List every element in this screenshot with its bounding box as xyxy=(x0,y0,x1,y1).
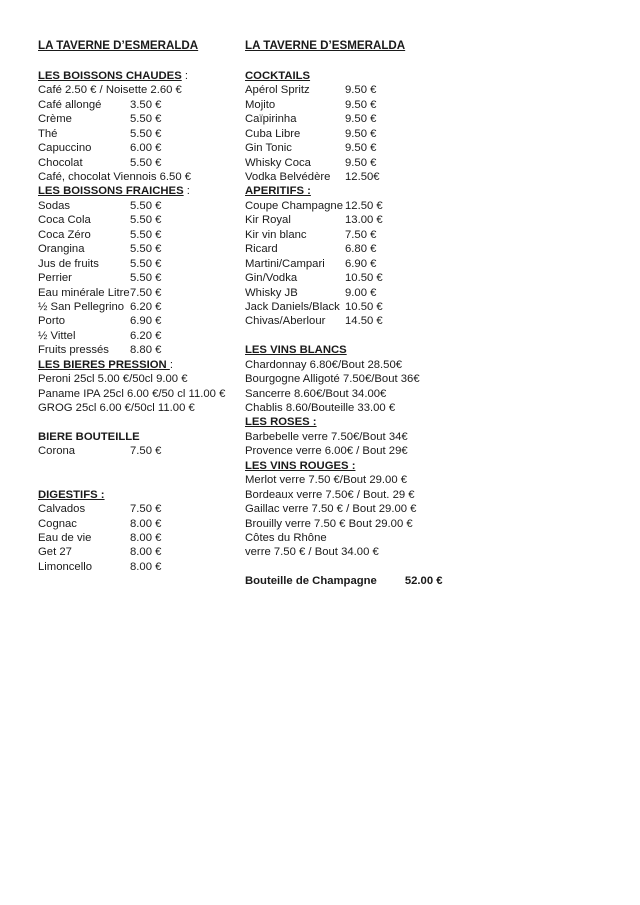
menu-item-price: 5.50 € xyxy=(130,214,162,227)
menu-line: Peroni 25cl 5.00 €/50cl 9.00 € xyxy=(38,373,188,386)
menu-item-name: Mojito xyxy=(245,98,276,111)
menu-item xyxy=(38,444,238,458)
menu-item-price: 12.50 € xyxy=(345,199,383,212)
menu-item xyxy=(38,242,238,256)
menu-item-price: 9.50 € xyxy=(345,113,377,126)
menu-item-name: Kir vin blanc xyxy=(245,228,307,241)
section-heading xyxy=(245,69,465,83)
menu-item-price: 6.00 € xyxy=(130,142,162,155)
menu-item-price: 9.50 € xyxy=(345,142,377,155)
menu-item xyxy=(38,127,238,141)
menu-item-name: ½ San Pellegrino xyxy=(38,300,125,313)
menu-item-name: Cuba Libre xyxy=(245,127,301,140)
menu-item-price: 9.50 € xyxy=(345,127,377,140)
menu-item xyxy=(38,560,238,574)
blank-line xyxy=(245,329,465,343)
section-heading: BIERE BOUTEILLE xyxy=(38,430,140,443)
menu-item-price: 8.00 € xyxy=(130,531,162,544)
menu-item-price: 13.00 € xyxy=(345,214,383,227)
menu-item xyxy=(38,545,238,559)
menu-item-price: 5.50 € xyxy=(130,228,162,241)
menu-item-name: Eau minérale Litre xyxy=(38,286,130,299)
menu-item xyxy=(38,314,238,328)
menu-item-name: Cognac xyxy=(38,517,77,530)
menu-line: Café, chocolat Viennois 6.50 € xyxy=(38,171,192,183)
menu-item-name: Porto xyxy=(38,315,66,328)
menu-item-name: Calvados xyxy=(38,503,86,516)
menu-item-price: 7.50 € xyxy=(345,228,377,241)
menu-item xyxy=(38,98,238,112)
menu-line: Chardonnay 6.80€/Bout 28.50€ xyxy=(245,358,403,371)
menu-line: GROG 25cl 6.00 €/50cl 11.00 € xyxy=(38,402,195,414)
section-heading-suffix: : xyxy=(181,69,189,82)
menu-item-name: Corona xyxy=(38,445,76,458)
menu-item xyxy=(245,170,465,184)
section-heading-label: LES ROSES : xyxy=(245,416,317,429)
section-heading xyxy=(245,459,465,473)
menu-line: Gaillac verre 7.50 € / Bout 29.00 € xyxy=(245,503,417,516)
menu-item-name: Thé xyxy=(38,127,58,140)
menu-item xyxy=(38,271,238,285)
menu-item xyxy=(245,314,465,328)
blank-line xyxy=(245,560,465,574)
menu-item xyxy=(38,286,238,300)
menu-item-name: Ricard xyxy=(245,243,278,256)
menu-item-price: 9.50 € xyxy=(345,84,377,97)
menu-item xyxy=(38,156,238,170)
menu-item xyxy=(38,112,238,126)
menu-item-name: Perrier xyxy=(38,272,72,285)
menu-item-price: 52.00 € xyxy=(404,575,443,588)
menu-item xyxy=(38,199,238,213)
menu-item-price: 5.50 € xyxy=(130,199,162,212)
restaurant-title: LA TAVERNE D’ESMERALDA xyxy=(245,39,406,52)
menu-item xyxy=(38,502,238,516)
menu-item xyxy=(38,329,238,343)
menu-item xyxy=(38,300,238,314)
menu-item-price: 6.90 € xyxy=(345,257,377,270)
menu-line: Côtes du Rhône xyxy=(245,531,327,544)
menu-item-price: 5.50 € xyxy=(130,113,162,126)
section-heading-label: LES BIERES PRESSION xyxy=(38,358,170,371)
section-heading-label: LES BOISSONS CHAUDES xyxy=(38,69,182,82)
menu-item-price: 8.00 € xyxy=(130,546,162,559)
menu-item xyxy=(245,286,465,300)
menu-item-name: Whisky Coca xyxy=(245,156,311,169)
section-heading xyxy=(38,488,238,502)
menu-item-name: Vodka Belvédère xyxy=(245,171,331,183)
menu-item-price: 7.50 € xyxy=(130,503,162,516)
section-heading xyxy=(38,358,238,372)
menu-item-name: Coca Zéro xyxy=(38,228,91,241)
menu-item xyxy=(245,98,465,112)
menu-column-left xyxy=(38,39,238,574)
menu-item-name: Whisky JB xyxy=(245,286,298,299)
menu-item xyxy=(245,83,465,97)
menu-item-price: 14.50 € xyxy=(345,315,383,328)
menu-item-price: 5.50 € xyxy=(130,257,162,270)
menu-item-price: 9.00 € xyxy=(345,286,377,299)
menu-item xyxy=(245,257,465,271)
menu-item-price: 6.20 € xyxy=(130,329,162,342)
menu-item-highlight xyxy=(245,574,465,588)
menu-item xyxy=(245,156,465,170)
menu-item xyxy=(245,213,465,227)
menu-item xyxy=(38,531,238,545)
menu-item-name: Bouteille de Champagne xyxy=(245,575,377,588)
menu-item-name: Eau de vie xyxy=(38,531,92,544)
menu-item-price: 6.80 € xyxy=(345,243,377,256)
menu-line: Barbebelle verre 7.50€/Bout 34€ xyxy=(245,430,408,443)
menu-item xyxy=(38,517,238,531)
menu-item-name: Martini/Campari xyxy=(245,257,325,270)
menu-item xyxy=(245,242,465,256)
menu-item xyxy=(38,228,238,242)
menu-item-price: 5.50 € xyxy=(130,127,162,140)
menu-item xyxy=(245,199,465,213)
menu-item-price: 3.50 € xyxy=(130,98,162,111)
menu-line: Bourgogne Alligoté 7.50€/Bout 36€ xyxy=(245,373,420,386)
menu-item-name: Café allongé xyxy=(38,98,102,111)
menu-item-name: Chocolat xyxy=(38,156,83,169)
menu-item-name: Gin/Vodka xyxy=(245,272,298,285)
menu-item xyxy=(245,228,465,242)
menu-item-price: 7.50 € xyxy=(130,286,162,299)
restaurant-title: LA TAVERNE D’ESMERALDA xyxy=(38,39,199,52)
section-heading-label: LES VINS BLANCS xyxy=(245,344,347,357)
menu-item-price: 10.50 € xyxy=(345,300,383,313)
menu-item-name: Coupe Champagne xyxy=(245,199,343,212)
menu-item-name: Caïpirinha xyxy=(245,113,297,126)
menu-item-name: Fruits pressés xyxy=(38,344,109,357)
section-heading xyxy=(38,69,238,83)
menu-item xyxy=(245,141,465,155)
menu-item-name: Jus de fruits xyxy=(38,257,99,270)
menu-line: verre 7.50 € / Bout 34.00 € xyxy=(245,546,379,559)
section-heading-suffix: : xyxy=(169,358,173,371)
menu-item-name: Chivas/Aberlour xyxy=(245,315,326,328)
menu-item xyxy=(38,141,238,155)
menu-item xyxy=(245,271,465,285)
menu-item xyxy=(245,300,465,314)
section-heading-suffix: : xyxy=(183,185,190,198)
menu-item-price: 9.50 € xyxy=(345,156,377,169)
menu-line: Bordeaux verre 7.50€ / Bout. 29 € xyxy=(245,488,415,501)
menu-item-name: Coca Cola xyxy=(38,214,91,227)
menu-item-price: 8.00 € xyxy=(130,517,162,530)
section-heading xyxy=(245,184,465,198)
menu-item-name: Get 27 xyxy=(38,546,72,559)
menu-item-name: Sodas xyxy=(38,199,71,212)
menu-item-name: Crème xyxy=(38,113,72,126)
menu-item-name: Apérol Spritz xyxy=(245,84,310,97)
section-heading-label: COCKTAILS xyxy=(245,69,311,82)
section-heading-label: LES BOISSONS FRAICHES xyxy=(38,185,184,198)
section-heading-label: APERITIFS : xyxy=(245,185,311,198)
menu-line: Brouilly verre 7.50 € Bout 29.00 € xyxy=(245,517,413,530)
section-heading xyxy=(245,415,465,429)
menu-item xyxy=(245,127,465,141)
menu-item-price: 8.80 € xyxy=(130,344,162,357)
menu-item-name: ½ Vittel xyxy=(38,329,76,342)
menu-item-name: Jack Daniels/Black xyxy=(245,300,340,313)
blank-line xyxy=(38,473,238,487)
menu-item-price: 6.20 € xyxy=(130,300,162,313)
menu-item-price: 6.90 € xyxy=(130,315,162,328)
menu-item xyxy=(38,257,238,271)
menu-line: Sancerre 8.60€/Bout 34.00€ xyxy=(245,387,387,400)
menu-item-name: Kir Royal xyxy=(245,214,291,227)
menu-item-price: 5.50 € xyxy=(130,243,162,256)
menu-item-price: 8.00 € xyxy=(130,560,162,573)
menu-line: Provence verre 6.00€ / Bout 29€ xyxy=(245,445,408,458)
blank-line xyxy=(38,415,238,429)
menu-item-name: Capuccino xyxy=(38,142,92,155)
menu-item-price: 12.50€ xyxy=(345,171,380,183)
menu-line: Café 2.50 € / Noisette 2.60 € xyxy=(38,84,182,97)
menu-item-price: 10.50 € xyxy=(345,272,383,285)
menu-line: Merlot verre 7.50 €/Bout 29.00 € xyxy=(245,474,408,487)
menu-item-name: Orangina xyxy=(38,243,85,256)
menu-item-name: Limoncello xyxy=(38,560,93,573)
section-heading-label: DIGESTIFS : xyxy=(38,488,105,501)
menu-item xyxy=(245,112,465,126)
menu-item-price: 5.50 € xyxy=(130,272,162,285)
menu-line: Paname IPA 25cl 6.00 €/50 cl 11.00 € xyxy=(38,387,226,400)
section-heading xyxy=(38,184,238,198)
menu-line: Chablis 8.60/Bouteille 33.00 € xyxy=(245,402,396,414)
menu-item xyxy=(38,343,238,357)
menu-item-price: 7.50 € xyxy=(130,445,162,458)
menu-item-price: 5.50 € xyxy=(130,156,162,169)
section-heading xyxy=(245,343,465,357)
menu-item-name: Gin Tonic xyxy=(245,142,292,155)
blank-line xyxy=(38,459,238,473)
menu-item-price: 9.50 € xyxy=(345,98,377,111)
section-heading-label: LES VINS ROUGES : xyxy=(245,459,356,472)
menu-item xyxy=(38,213,238,227)
menu-column-right xyxy=(245,39,465,589)
